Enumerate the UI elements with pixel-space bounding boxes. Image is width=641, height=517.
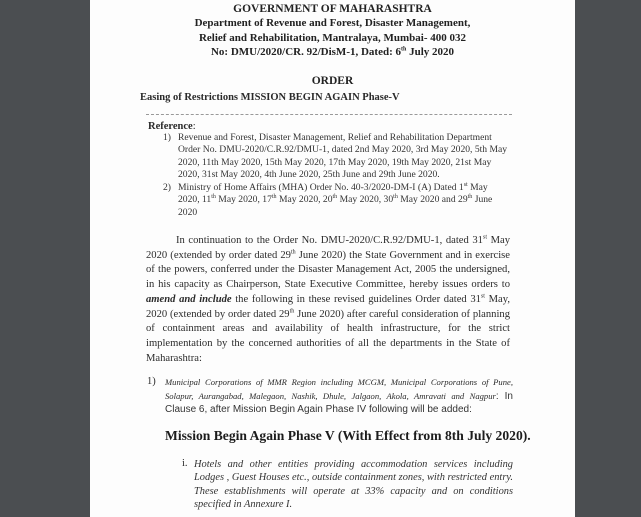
reference-label: Reference: <box>148 121 196 132</box>
reference-item-2: Ministry of Home Affairs (MHA) Order No. 40-3/2020-DM-I (A) Dated 1st May 2020, 11th May 2020, 17th May 2020, 20th May 2020, 30th May 2020 and 29th June 2020 <box>178 181 493 218</box>
phase-heading: Mission Begin Again Phase V (With Effect from 8th July 2020). <box>165 428 531 443</box>
clause-text: : In Clause 6, after Mission Begin Again Phase IV following will be added: <box>165 390 513 416</box>
clause-region: Municipal Corporations of MMR Region including MCGM, Municipal Corporations of Pune, Solapur, Aurangabad, Malegaon, Nashik, Dhule, Jalgaon, Akola, Amravati and Nagpur <box>165 377 513 401</box>
order-title: ORDER <box>311 75 354 87</box>
document-page <box>90 0 575 517</box>
reference-item-1: Revenue and Forest, Disaster Management, Relief and Rehabilitation Department Order No. DMU-2020/C.R.92/DMU-1, dated 2nd May 2020, 3rd May 2020, 5th May 2020, 11th May 2020, 15th May 2020, 17th May 2020, 19th May 2020, 21st May 2020, 31st May 2020, 4th June 2020, 25th June and 29th June 2020. <box>178 132 508 180</box>
order-number: No: DMU/2020/CR. 92/DisM-1, Dated: 6th July 2020 <box>210 46 455 58</box>
reference-num-2: 2) <box>163 182 171 193</box>
clause-number: 1) <box>147 376 156 387</box>
dept-line-2: Relief and Rehabilitation, Mantralaya, Mumbai- 400 032 <box>198 32 467 44</box>
body-paragraph: In continuation to the Order No. DMU-2020/C.R.92/DMU-1, dated 31st May 2020 (extended by order dated 29th June 2020) the State Government and in exercise of the powers, conferred under the Disaster Management Act, 2005 the undersigned, in his capacity as Chairperson, State Executive Committee, hereby issues orders to amend and include the following in these revised guidelines Order dated 31st May, 2020 (extended by order dated 29th June 2020) after careful consideration of planning of containment areas and availability of health infrastructure, for the strict implementation by the concerned authorities of all the departments in the State of Maharashtra: <box>146 234 510 364</box>
clause-1 <box>165 376 513 417</box>
govt-heading: GOVERNMENT OF MAHARASHTRA <box>233 3 432 15</box>
reference-num-1: 1) <box>163 132 171 143</box>
subject-line: Easing of Restrictions MISSION BEGIN AGAIN Phase-V <box>140 92 400 103</box>
emphasis-text: amend and include <box>146 293 232 305</box>
subitem-hotels: Hotels and other entities providing accommodation services including Lodges , Guest Houses etc., outside containment zones, with restricted entry. These establishments will operate at 33% capacity and on conditions specified in Annexure I. <box>194 459 513 510</box>
divider <box>146 114 512 115</box>
dept-line-1: Department of Revenue and Forest, Disaster Management, <box>194 17 471 29</box>
subitem-number: i. <box>182 458 188 469</box>
